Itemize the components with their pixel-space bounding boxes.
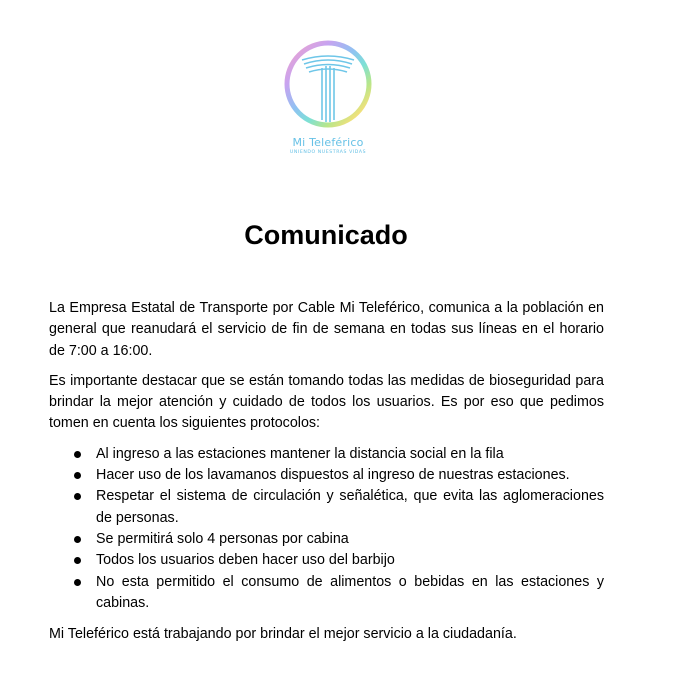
list-item <box>49 444 604 465</box>
bullet-icon <box>74 579 81 586</box>
list-item <box>49 550 604 571</box>
protocol-text: Se permitirá solo 4 personas por cabina <box>96 530 349 547</box>
list-item <box>49 465 604 486</box>
protocol-text: Hacer uso de los lavamanos dispuestos al ingreso de nuestras estaciones. <box>96 467 570 484</box>
protocol-text: Todos los usuarios deben hacer uso del barbijo <box>96 552 395 569</box>
logo-name: Mi Teleférico <box>292 136 364 149</box>
list-item <box>49 572 604 615</box>
logo-tagline: UNIENDO NUESTRAS VIDAS <box>289 150 367 155</box>
logo-emblem <box>276 36 380 136</box>
bullet-icon <box>74 493 81 500</box>
paragraph-closing: Mi Teleférico está trabajando por brindar el mejor servicio a la ciudadanía. <box>49 626 517 643</box>
protocol-list <box>49 444 604 614</box>
document-body <box>49 298 604 654</box>
paragraph-biosecurity: Es importante destacar que se están tomando todas las medidas de bioseguridad para brindar la mejor atención y cuidado de todos los usuarios. Es por eso que pedimos tomen en cuenta los siguientes protocolos: <box>49 372 604 432</box>
bullet-icon <box>74 557 81 564</box>
protocol-text: Al ingreso a las estaciones mantener la distancia social en la fila <box>96 445 504 462</box>
protocol-text: Respetar el sistema de circulación y señalética, que evita las aglomeraciones de personas. <box>96 488 604 526</box>
logo-letter-t <box>302 56 354 122</box>
protocol-text: No esta permitido el consumo de alimentos o bebidas en las estaciones y cabinas. <box>96 573 604 611</box>
document-title: Comunicado <box>244 220 408 250</box>
paragraph-announcement: La Empresa Estatal de Transporte por Cable Mi Teleférico, comunica a la población en general que reanudará el servicio de fin de semana en todas sus líneas en el horario de 7:00 a 16:00. <box>49 300 604 359</box>
company-logo <box>276 36 380 161</box>
bullet-icon <box>74 472 81 479</box>
list-item <box>49 486 604 529</box>
bullet-icon <box>74 536 81 543</box>
bullet-icon <box>74 451 81 458</box>
list-item <box>49 529 604 550</box>
